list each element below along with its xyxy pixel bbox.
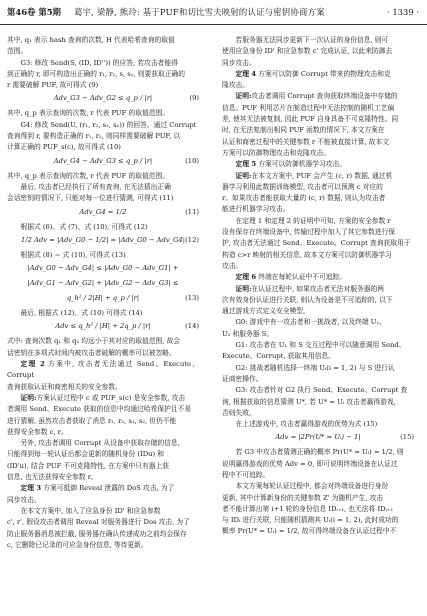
- text-line: 护, 攻击者无法通过 Send、Execute、Corrupt 查询获取用于: [222, 239, 411, 248]
- equation-12: [7, 235, 199, 248]
- text-line: r 需要破解 PUF, 故可得式 (9): [7, 81, 99, 90]
- text-line: 范围。: [7, 47, 28, 56]
- text-line: 根据式 (6)、式 (7)、式 (10), 可得式 (12): [20, 222, 148, 231]
- text-line: G4: 修改 Send(U, (r₁, r₂, s₁, s₂)) 的回答。通过 Corrupt: [20, 120, 197, 129]
- text-line: 根据式 (8) ~ 式 (10), 可得式 (13): [20, 250, 126, 259]
- equation-body: Adv_G4 = 1/2: [79, 207, 127, 216]
- right-column: [222, 35, 414, 538]
- text-line: 否则失败。: [222, 408, 256, 417]
- theorem-label: 定理 2: [20, 360, 45, 369]
- text-line: 器学习利用此数据训练模型, 攻击者可以预测 c 对应的: [222, 182, 383, 191]
- text-line: 式中: 查询次数 q₁ 和 q₂ 均远小于其对应的取值范围, 故会: [7, 337, 181, 346]
- text-line: 差, 使其无法被复制, 因此 PUF 自身具备不可克隆特性。同: [222, 115, 399, 124]
- text-line: 通过游戏方式定义安全模型。: [222, 307, 310, 316]
- text-line: 其中, q₁ 表示 hash 查询的次数, H 代表哈希查询的取值: [7, 36, 175, 44]
- running-title: 葛宇, 梁静, 熊玲: 基于PUF和切比雪夫映射的认证与密钥协商方案: [74, 7, 325, 17]
- text-line: c, 它删除已记录的可应急身份信息, 等待更新。: [7, 540, 148, 549]
- text-line: G1: 攻击者在 U₁ 和 S 交互过程中可以随意调用 Send、: [235, 341, 406, 350]
- equation-13c: [7, 293, 199, 306]
- text-line: 若 G3 中攻击者猜测正确的概率 Pr(U* = Uᵢ) = 1/2, 则: [235, 448, 404, 457]
- page-number: · 1339 ·: [387, 7, 419, 17]
- theorem-text: 方案可以防御机器学习攻击。: [258, 160, 346, 169]
- equation-number: (11): [185, 207, 199, 216]
- text-line: 能进行机器学习攻击。: [222, 205, 290, 214]
- equation-body: 1/2 Adv = |Adv_G0 − 1/2| = |Adv_G0 − Adv_G4|: [21, 235, 185, 244]
- theorem-line: [222, 159, 414, 170]
- text-line: 最后, 根据式 (12)、式 (10) 可得式 (14): [20, 309, 143, 318]
- text-line: 在上述游戏中, 攻击者赢得游戏的优势为式 (15): [235, 420, 378, 429]
- proof-line: [222, 171, 414, 182]
- text-line: 在定理 1 和定理 2 的证明中可知, 方案的安全参数 r: [235, 216, 391, 225]
- text-line: 询, 根据获取的信息猜测 U*, 若 U* = Uᵢ 攻击者赢得游戏,: [222, 397, 396, 406]
- text-line: 其中, q_p 表示查询的次数, r 代表 PUF 的取值范围。: [7, 109, 169, 118]
- text-line: 本文方案每轮认证过程中, 都会对终端设备进行身份: [235, 482, 389, 491]
- text-line: 最后, 攻击者已经执行了所有查询, 在无法猜出正确: [20, 182, 171, 191]
- text-line: 概率 Pr(U* = Uᵢ) = 1/2, 故可得终端设备在认证过程中不: [222, 527, 397, 536]
- text-line: 防止服务器消息被拦截, 服务器在确认传递成功之前均会保存: [7, 529, 187, 538]
- text-line: 在本文方案中, 加入了应急身份 ID' 和应急参数: [20, 506, 161, 515]
- text-line: 者调用 Send、Execute 获取的信息中均通过哈希保护且不易: [7, 405, 192, 414]
- text-line: 同步攻击。: [222, 58, 256, 67]
- proof-label: 证明:: [235, 92, 252, 101]
- theorem-line: [222, 69, 414, 80]
- text-line: 会话密钥的情况下, 只能对每一位进行猜测, 可得式 (11): [7, 194, 174, 203]
- equation-body: Adv_G3 − Adv_G2 ≤ q_p / |r|: [53, 94, 153, 103]
- equation-body: Adv ≤ q_h² / |H| + 2q_p / |r|: [55, 322, 151, 331]
- equation-14: [7, 321, 199, 334]
- text-line: 者不能计算出第 i+1 轮的身份信息 IDᵢ₊₁, 也无法将 IDᵢ₊₁: [222, 504, 394, 513]
- equation-9: [7, 93, 199, 106]
- theorem-label: 定理 4: [235, 69, 257, 78]
- text-line: 构造 c>r 映射的相关信息, 故本文方案可以防御机器学习: [222, 250, 392, 259]
- text-line: 查询获取认证和商密相关的安全参数。: [7, 382, 122, 391]
- text-line: 方案可以防御物理攻击和克隆攻击。: [222, 148, 331, 157]
- equation-number: (10): [185, 156, 199, 165]
- theorem-line: [7, 359, 199, 382]
- theorem-label: 定理 5: [235, 160, 257, 169]
- equation-10: [7, 156, 199, 169]
- text-line: 只能得到每一轮认证后都会更新的随机身份 (IDu) 和: [7, 450, 164, 459]
- text-line: 程中不可追踪。: [222, 470, 270, 479]
- text-line: 信息。PUF 利用芯片在制造过程中无法控制的随机工艺偏: [222, 103, 395, 112]
- equation-13b: [7, 278, 199, 291]
- text-line: 计算正确的 PUF_s(c), 故可得式 (10): [7, 143, 121, 152]
- proof-text: 在本文方案中, PUF 会产生 (c, r) 数据, 通过机: [251, 171, 393, 180]
- theorem-label: 定理 3: [20, 484, 42, 493]
- text-line: 时, 在无法复制出相同 PUF 函数的情况下, 本文方案在: [222, 126, 385, 135]
- text-line: 与 IDᵢ 进行关联, 只能随机猜测其 Uᵢ(i = 1, 2), 此时成功的: [222, 516, 399, 525]
- theorem-text: 方案可抵御 Reveal 泄露的 DoS 攻击, 为了: [43, 484, 175, 493]
- text-line: 认证和商密过程中的关键参数 r 不能被直接计算, 故本文: [222, 137, 390, 146]
- equation-number: (14): [185, 322, 199, 331]
- text-line: G0: 游戏中有一攻击者和一挑战者, 以及终端 U₁、: [235, 318, 386, 327]
- text-line: 更新, 其中计算新身份的关键参数 Z' 为随机产生, 攻击: [222, 493, 384, 502]
- text-line: 话密钥在多项式时间内被攻击者破解的概率可以被忽略。: [7, 348, 176, 357]
- text-line: 其中, q_p 表示查询的次数, r 代表 PUF 的取值范围。: [7, 171, 169, 180]
- text-line: 次有效身份认证进行关联, 则认为设备是不可追踪的, 以下: [222, 295, 393, 304]
- volume-issue: 第46卷 第5期: [7, 7, 61, 17]
- proof-line: [7, 393, 199, 404]
- equation-number: (13): [185, 294, 199, 303]
- text-line: 没有保存在终端设备中, 传输过程中加入了其它参数进行保: [222, 228, 396, 237]
- text-line: r。如果攻击者能获取大量的 (c, r) 数据, 则认为攻击者: [222, 194, 386, 203]
- text-line: G3: 攻击者针对 G2 执行 Send、Execute、Corrupt 查: [235, 386, 408, 395]
- proof-line: [222, 91, 414, 102]
- text-line: 信息, 也无法获得安全参数 r。: [7, 473, 98, 482]
- proof-label: 证明:: [235, 171, 252, 180]
- text-line: 获得安全参数 c, r。: [7, 427, 68, 436]
- equation-body: |Adv_G0 − Adv_G4| ≤ |Adv_G0 − Adv_G1| +: [27, 264, 179, 273]
- text-line: G3: 修改 Send(S, (ID, ID'')) 的应答, 若攻击者能得: [20, 58, 178, 67]
- theorem-line: [7, 483, 199, 494]
- proof-label: 证明:: [20, 393, 37, 402]
- text-line: 查询得到 r, 要构造正确的 r₁, r₂, 则同样需要破解 PUF, 以: [7, 132, 181, 141]
- proof-label: 证明:: [235, 284, 252, 293]
- equation-body: q_h² / 2|H| + q_p / |r|: [66, 294, 140, 303]
- equation-11: [7, 207, 199, 220]
- proof-line: [222, 284, 414, 295]
- text-line: 同步攻击。: [7, 495, 41, 504]
- proof-text: 在认证过程中, 如果攻击者无法对服务器的两: [251, 284, 385, 293]
- equation-body: Adv = |2Pr(U* = Uᵢ) − 1|: [275, 433, 361, 442]
- text-line: 进行猜解, 虽然攻击者获取了消息 r₁, r₂, s₁, s₂, 但仍不能: [7, 416, 177, 425]
- equation-number: (12): [185, 235, 199, 244]
- text-line: Execute、Corrupt, 获取其用信息。: [222, 352, 335, 361]
- theorem-text: 终端在每轮认证中不可追踪。: [258, 273, 346, 282]
- theorem-text: 方案可以防御 Corrupt 带来的物理攻击和克: [258, 69, 391, 78]
- text-line: 说明赢得游戏的优势 Adv = 0, 即可说明终端设备在认证过: [222, 459, 398, 468]
- proof-text: 方案认证过程中 c 或 PUF_s(c) 是安全参数, 攻击: [36, 393, 186, 402]
- text-line: 到正确的 r, 即可构造出正确的 r₁, r₂, s, s₂, 则要获取正确的: [7, 69, 185, 78]
- equation-13a: [7, 263, 199, 276]
- text-line: 若服务器无法同步更新下一次认证的身份信息, 则可: [235, 36, 389, 44]
- text-line: 攻击。: [222, 261, 243, 270]
- theorem-text: 方案中, 攻击者无法通过 Send、Execute、Corrupt: [7, 360, 199, 380]
- equation-number: (15): [400, 433, 414, 442]
- text-line: 使用应急身份 ID' 和应急参数 c' 完成认证, 以此来防御去: [222, 47, 393, 56]
- text-line: U₂ 和服务器 S。: [222, 329, 274, 338]
- equation-body: |Adv_G1 − Adv_G2| + |Adv_G2 − Adv_G3| ≤: [27, 279, 179, 288]
- theorem-line: [222, 272, 414, 283]
- running-header: [0, 0, 427, 25]
- equation-body: Adv_G4 − Adv_G3 ≤ q_p / |r|: [53, 156, 153, 165]
- text-line: 另外, 攻击者调用 Corrupt 从设备中获取存储的信息,: [20, 439, 180, 448]
- theorem-label: 定理 6: [235, 273, 257, 282]
- left-column: [7, 35, 199, 551]
- text-line: c', r', 假设攻击者调用 Reveal 对服务器进行 Dos 攻击, 为了: [7, 518, 190, 527]
- text-line: (ID'u), 结合 PUF 不可克隆特性, 在方案中只有器上获: [7, 461, 169, 470]
- text-line: G2: 挑战者随机选择一终端 Uᵢ(i = 1, 2) 与 S 进行认: [235, 363, 395, 372]
- text-line: 隆攻击。: [222, 81, 250, 90]
- equation-15: [222, 432, 414, 445]
- text-line: 证商密操作。: [222, 374, 263, 383]
- proof-text: 攻击者调用 Corrupt 查询获取终端设备中存储的: [251, 92, 398, 101]
- equation-number: (9): [189, 94, 199, 103]
